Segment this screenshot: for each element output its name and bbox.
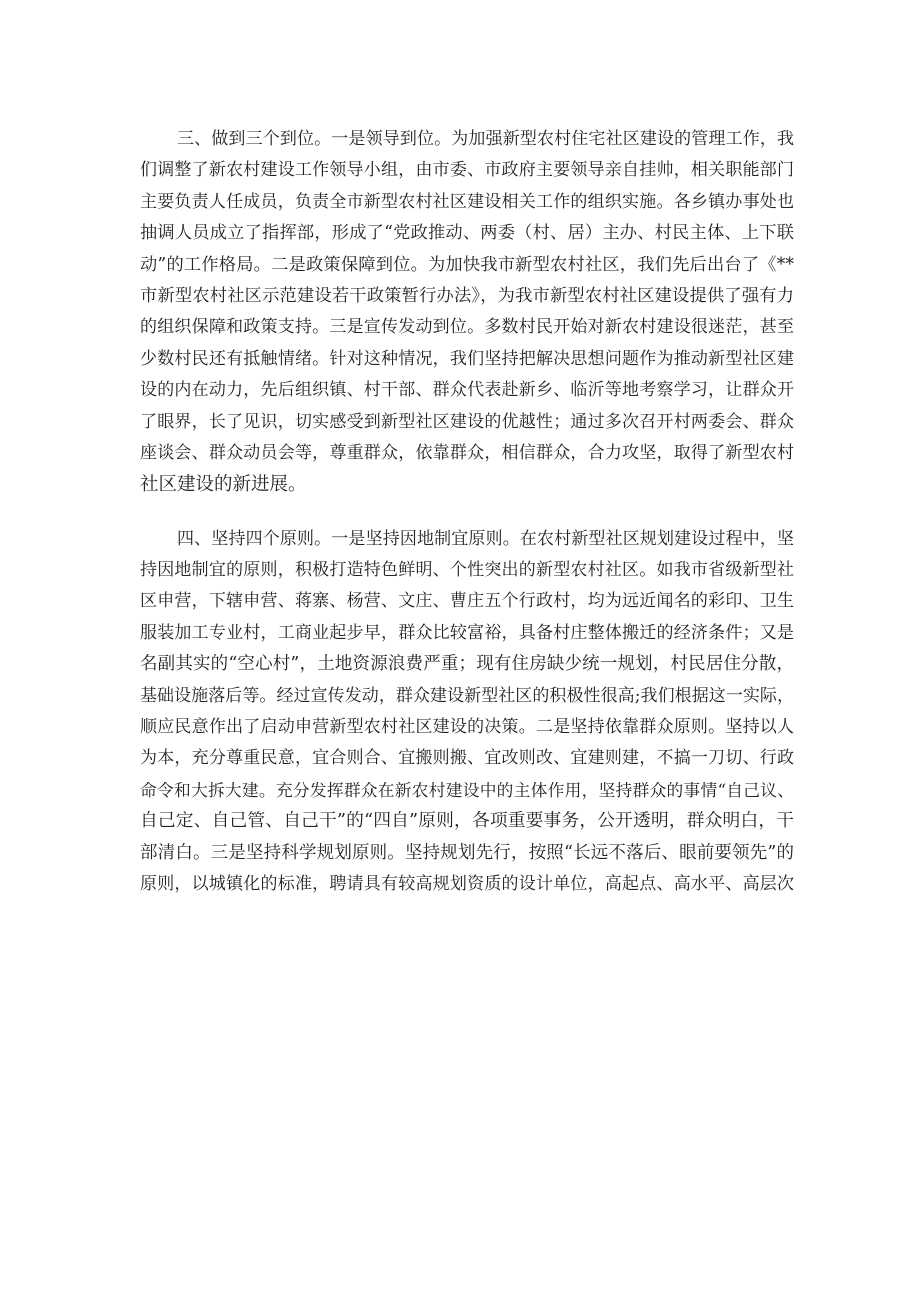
text-line: 设的内在动力，先后组织镇、村干部、群众代表赴新乡、临沂等地考察学习，让群众开 (140, 380, 794, 401)
text-line: 顺应民意作出了启动申营新型农村社区建设的决策。二是坚持依靠群众原则。坚持以人 (140, 717, 794, 738)
text-line: 持因地制宜的原则，积极打造特色鲜明、个性突出的新型农村社区。如我市省级新型社 (140, 560, 794, 581)
text-line: 少数村民还有抵触情绪。针对这种情况，我们坚持把解决思想问题作为推动新型社区建 (140, 348, 794, 369)
text-line: 部清白。三是坚持科学规划原则。坚持规划先行，按照“长远不落后、眼前要领先”的 (140, 842, 794, 863)
paragraph-four-principles (140, 524, 794, 901)
text-line: 社区建设的新进展。 (140, 474, 307, 496)
paragraph-three-in-place (140, 124, 794, 501)
text-line: 自己定、自己管、自己干”的“四自”原则，各项重要事务，公开透明，群众明白，干 (140, 811, 794, 832)
text-line: 抽调人员成立了指挥部，形成了“党政推动、两委（村、居）主办、村民主体、上下联 (140, 223, 794, 244)
text-line: 座谈会、群众动员会等，尊重群众，依靠群众，相信群众，合力攻坚，取得了新型农村 (140, 442, 794, 463)
text-line: 三、做到三个到位。一是领导到位。为加强新型农村住宅社区建设的管理工作，我 (177, 129, 794, 149)
text-line: 命令和大拆大建。充分发挥群众在新农村建设中的主体作用，坚持群众的事情“自己议、 (140, 779, 794, 800)
text-line: 市新型农村社区示范建设若干政策暂行办法》，为我市新型农村社区建设提供了强有力 (140, 285, 794, 306)
text-line: 服装加工专业村，工商业起步早，群众比较富裕，具备村庄整体搬迁的经济条件；又是 (140, 622, 794, 643)
document-page (140, 124, 794, 900)
paragraph-spacer (140, 501, 794, 524)
text-line: 名副其实的“空心村”，土地资源浪费严重；现有住房缺少统一规划，村民居住分散， (140, 654, 794, 675)
text-line: 基础设施落后等。经过宣传发动，群众建设新型社区的积极性很高;我们根据这一实际， (140, 685, 794, 706)
text-line: 区申营，下辖申营、蒋寨、杨营、文庄、曹庄五个行政村，均为远近闻名的彩印、卫生 (140, 591, 794, 612)
text-line: 们调整了新农村建设工作领导小组，由市委、市政府主要领导亲自挂帅，相关职能部门 (140, 160, 794, 181)
text-line: 主要负责人任成员，负责全市新型农村社区建设相关工作的组织实施。各乡镇办事处也 (140, 191, 794, 212)
text-line: 为本，充分尊重民意，宜合则合、宜搬则搬、宜改则改、宜建则建，不搞一刀切、行政 (140, 748, 794, 769)
text-line: 原则，以城镇化的标准，聘请具有较高规划资质的设计单位，高起点、高水平、高层次 (140, 873, 794, 894)
text-line: 了眼界，长了见识，切实感受到新型社区建设的优越性；通过多次召开村两委会、群众 (140, 411, 794, 432)
text-line: 的组织保障和政策支持。三是宣传发动到位。多数村民开始对新农村建设很迷茫，甚至 (140, 317, 794, 338)
text-line: 动”的工作格局。二是政策保障到位。为加快我市新型农村社区，我们先后出台了《** (140, 254, 794, 275)
text-line: 四、坚持四个原则。一是坚持因地制宜原则。在农村新型社区规划建设过程中，坚 (177, 528, 794, 549)
